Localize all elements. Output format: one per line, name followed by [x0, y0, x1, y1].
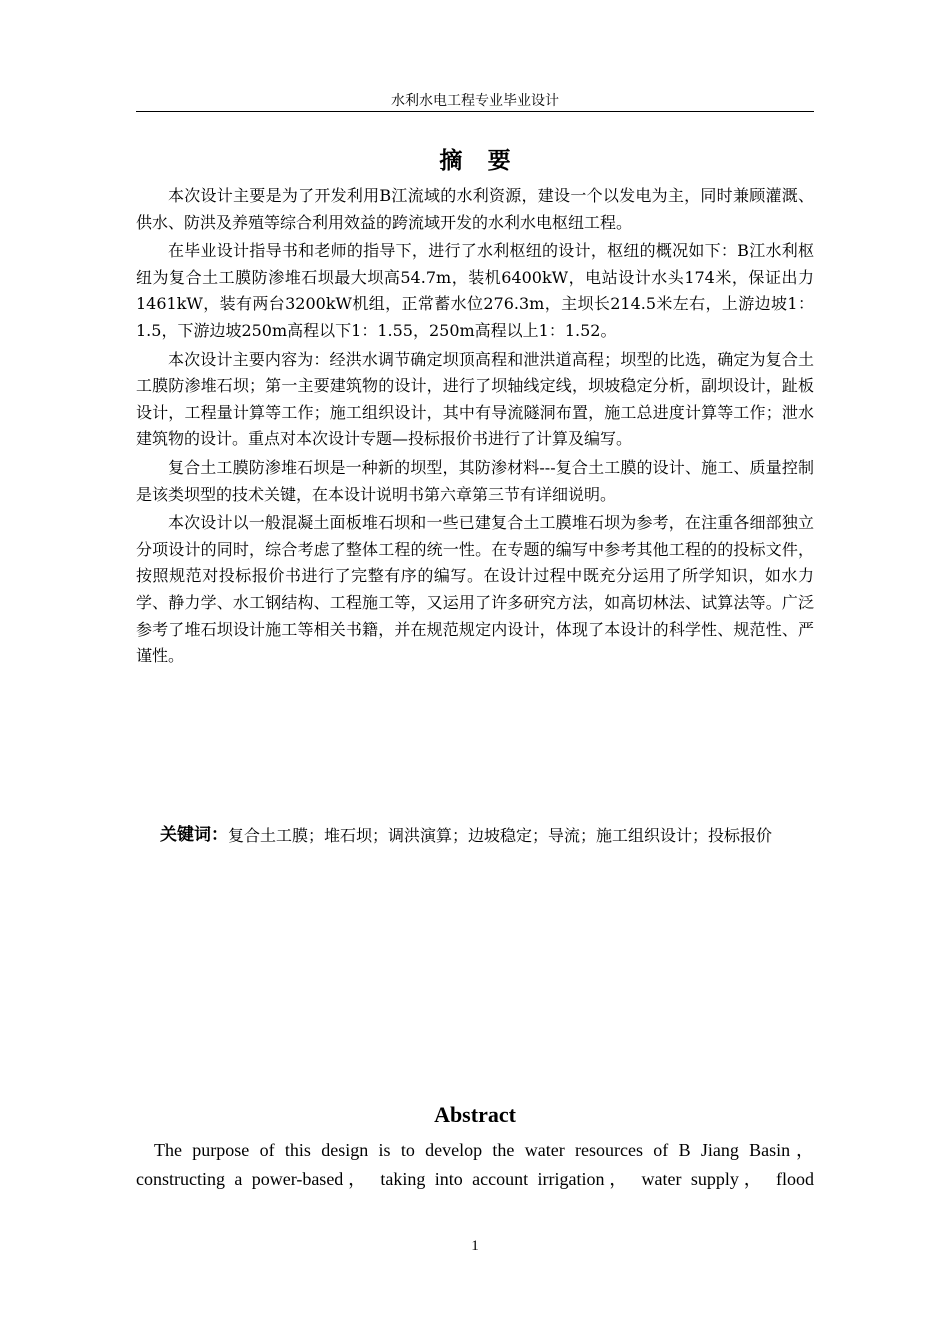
keywords-block — [160, 822, 830, 849]
keywords-text: 复合土工膜；堆石坝；调洪演算；边坡稳定；导流；施工组织设计；投标报价 — [228, 826, 773, 845]
abstract-paragraph: 复合土工膜防渗堆石坝是一种新的坝型，其防渗材料---复合土工膜的设计、施工、质量控制是该类坝型的技术关键，在本设计说明书第六章第三节有详细说明。 — [136, 457, 814, 504]
keywords-label: 关键词： — [160, 825, 228, 845]
abstract-paragraph-en: The purpose of this design is to develop the water resources of B Jiang Basin，constructing a power-based， taking into account irrigation， water supply， flood — [136, 1140, 814, 1189]
running-header: 水利水电工程专业毕业设计 — [391, 94, 559, 109]
abstract-paragraph: 在毕业设计指导书和老师的指导下，进行了水利枢纽的设计，枢纽的概况如下：B江水利枢纽为复合土工膜防渗堆石坝最大坝高54.7m，装机6400kW，电站设计水头174米，保证出力1461kW，装有两台3200kW机组，正常蓄水位276.3m，主坝长214.5米左右，上游边坡1：1.5，下游边坡250m高程以下1：1.55，250m高程以上1：1.52。 — [136, 241, 814, 340]
abstract-paragraph: 本次设计以一般混凝土面板堆石坝和一些已建复合土工膜堆石坝为参考，在注重各细部独立分项设计的同时，综合考虑了整体工程的统一性。在专题的编写中参考其他工程的的投标文件，按照规范对投标报价书进行了完整有序的编写。在设计过程中既充分运用了所学知识，如水力学、静力学、水工钢结构、工程施工等，又运用了许多研究方法，如高切林法、试算法等。广泛参考了堆石坝设计施工等相关书籍，并在规范规定内设计，体现了本设计的科学性、规范性、严谨性。 — [136, 513, 814, 666]
header-divider — [136, 111, 814, 112]
page-number: 1 — [471, 1238, 479, 1254]
abstract-body-en — [136, 1136, 814, 1194]
abstract-title-cn: 摘要 — [439, 148, 536, 174]
abstract-body-cn — [136, 183, 814, 672]
abstract-paragraph: 本次设计主要内容为：经洪水调节确定坝顶高程和泄洪道高程；坝型的比选，确定为复合土工膜防渗堆石坝；第一主要建筑物的设计，进行了坝轴线定线，坝坡稳定分析，副坝设计，趾板设计，工程量计算等工作；施工组织设计，其中有导流隧洞布置，施工总进度计算等工作；泄水建筑物的设计。重点对本次设计专题—投标报价书进行了计算及编写。 — [136, 349, 814, 449]
abstract-title-en: Abstract — [434, 1102, 516, 1127]
abstract-paragraph: 本次设计主要是为了开发利用B江流域的水利资源，建设一个以发电为主，同时兼顾灌溉、供水、防洪及养殖等综合利用效益的跨流域开发的水利水电枢纽工程。 — [136, 186, 814, 232]
